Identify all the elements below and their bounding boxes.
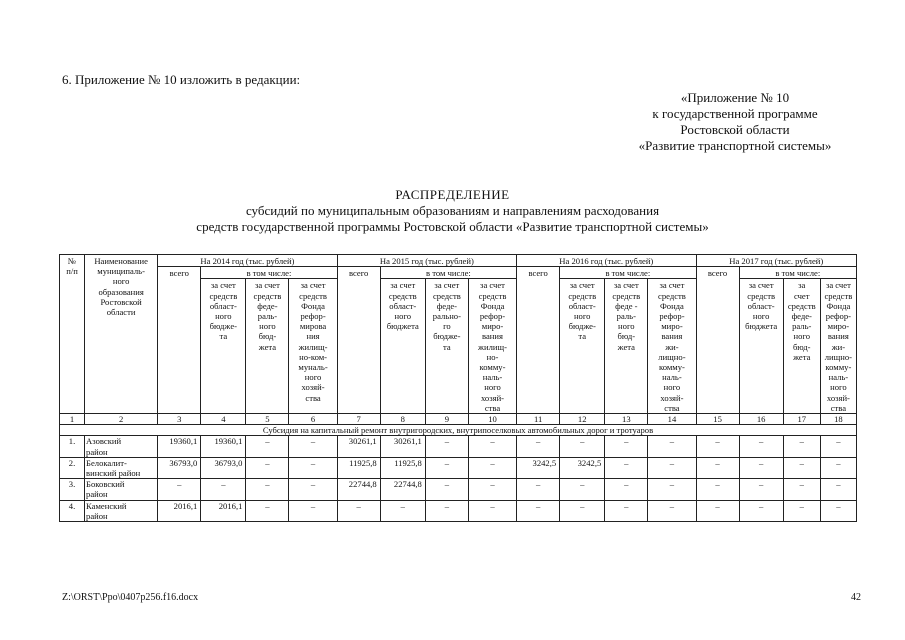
column-number: 2	[85, 414, 158, 425]
value-cell: –	[696, 500, 739, 521]
value-cell: –	[739, 500, 783, 521]
including-header: в том числе:	[201, 267, 337, 279]
source-federal-header: за счет средств феде - раль- ного бюд- жета	[605, 279, 648, 414]
value-cell: –	[517, 436, 560, 457]
row-number: 1.	[60, 436, 85, 457]
total-header: всего	[337, 267, 380, 414]
column-number: 12	[560, 414, 605, 425]
table-row	[60, 436, 857, 457]
col-no-header: № п/п	[60, 255, 85, 414]
value-cell: 2016,1	[201, 500, 246, 521]
value-cell: –	[289, 457, 337, 478]
col-name-header: Наименование муниципаль- ного образования Ростовской области	[85, 255, 158, 414]
column-number: 4	[201, 414, 246, 425]
value-cell: –	[425, 500, 468, 521]
source-regional-header: за счет средств област- ного бюджета	[380, 279, 425, 414]
value-cell: –	[739, 479, 783, 500]
file-path: Z:\ORST\Ppo\0407p256.f16.docx	[62, 592, 199, 603]
value-cell: –	[468, 479, 516, 500]
value-cell: –	[648, 500, 696, 521]
value-cell: –	[820, 479, 856, 500]
column-number: 6	[289, 414, 337, 425]
page-number: 42	[851, 592, 861, 603]
value-cell: 22744,8	[380, 479, 425, 500]
column-number: 5	[246, 414, 289, 425]
value-cell: –	[820, 500, 856, 521]
table-row	[60, 500, 857, 521]
value-cell: –	[517, 500, 560, 521]
value-cell: –	[201, 479, 246, 500]
section-title: Субсидия на капитальный ремонт внутригородских, внутрипоселковых автомобильных дорог и тротуаров	[60, 425, 857, 436]
value-cell: –	[246, 500, 289, 521]
value-cell: –	[337, 500, 380, 521]
value-cell: –	[380, 500, 425, 521]
value-cell: 11925,8	[337, 457, 380, 478]
source-fund-header: за счет средств Фонда рефор- мирова ния жилищ- но-ком- муналь- ного хозяй- ства	[289, 279, 337, 414]
appendix-line-3: Ростовской области	[680, 122, 790, 137]
municipality-name: Боковский район	[85, 479, 158, 500]
table-row	[60, 479, 857, 500]
value-cell: –	[246, 436, 289, 457]
value-cell: –	[468, 500, 516, 521]
source-regional-header: за счет средств област- ного бюджe- та	[201, 279, 246, 414]
value-cell: 22744,8	[337, 479, 380, 500]
source-regional-header: за счет средств област- ного бюдже- та	[560, 279, 605, 414]
value-cell: 36793,0	[201, 457, 246, 478]
value-cell: –	[560, 436, 605, 457]
value-cell: 30261,1	[337, 436, 380, 457]
header-row-years	[60, 255, 857, 267]
value-cell: 19360,1	[201, 436, 246, 457]
source-fund-header: за счет средств Фонда рефор- миро- вания жи- лищно- комму- наль- ного хозяй- ства	[820, 279, 856, 414]
value-cell: –	[820, 436, 856, 457]
source-fund-header: за счет средств Фонда рефор- миро- вания жи- лищно- комму- наль- ного хозяй- ства	[648, 279, 696, 414]
value-cell: –	[468, 457, 516, 478]
header-row-total	[60, 267, 857, 279]
value-cell: –	[425, 457, 468, 478]
value-cell: –	[820, 457, 856, 478]
municipality-name: Азовский район	[85, 436, 158, 457]
value-cell: –	[246, 457, 289, 478]
value-cell: –	[517, 479, 560, 500]
value-cell: 11925,8	[380, 457, 425, 478]
source-regional-header: за счет средств област- ного бюджета	[739, 279, 783, 414]
year-2015-header: На 2015 год (тыс. рублей)	[337, 255, 516, 267]
title-line-1: РАСПРЕДЕЛЕНИЕ	[395, 187, 510, 202]
value-cell: –	[468, 436, 516, 457]
column-number: 13	[605, 414, 648, 425]
source-federal-header: за счет средств феде- рально- го бюдже- та	[425, 279, 468, 414]
appendix-line-4: «Развитие транспортной системы»	[638, 138, 832, 153]
row-number: 4.	[60, 500, 85, 521]
value-cell: 3242,5	[517, 457, 560, 478]
value-cell: –	[289, 479, 337, 500]
value-cell: –	[648, 479, 696, 500]
row-number: 2.	[60, 457, 85, 478]
value-cell: –	[425, 436, 468, 457]
column-number: 15	[696, 414, 739, 425]
year-2016-header: На 2016 год (тыс. рублей)	[517, 255, 696, 267]
column-number: 18	[820, 414, 856, 425]
municipality-name: Каменский район	[85, 500, 158, 521]
column-number: 9	[425, 414, 468, 425]
value-cell: –	[289, 436, 337, 457]
value-cell: –	[425, 479, 468, 500]
column-number: 17	[783, 414, 820, 425]
column-number: 16	[739, 414, 783, 425]
value-cell: –	[289, 500, 337, 521]
column-number-row	[60, 414, 857, 425]
value-cell: –	[158, 479, 201, 500]
appendix-heading	[605, 90, 865, 154]
table-row	[60, 457, 857, 478]
total-header: всего	[158, 267, 201, 414]
source-federal-header: за счет средств феде- раль- ного бюд- жета	[783, 279, 820, 414]
distribution-table	[59, 254, 857, 522]
intro-text: 6. Приложение № 10 изложить в редакции:	[62, 72, 301, 87]
value-cell: –	[783, 500, 820, 521]
total-header: всего	[696, 267, 739, 414]
title-line-2: субсидий по муниципальным образованиям и направлениям расходования	[245, 203, 660, 218]
column-number: 8	[380, 414, 425, 425]
appendix-line-1: «Приложение № 10	[680, 90, 790, 105]
value-cell: –	[696, 479, 739, 500]
value-cell: –	[605, 436, 648, 457]
value-cell: –	[246, 479, 289, 500]
value-cell: –	[648, 457, 696, 478]
value-cell: –	[783, 436, 820, 457]
year-2014-header: На 2014 год (тыс. рублей)	[158, 255, 337, 267]
row-number: 3.	[60, 479, 85, 500]
document-title	[0, 187, 905, 235]
value-cell: 30261,1	[380, 436, 425, 457]
value-cell: –	[739, 457, 783, 478]
including-header: в том числе:	[739, 267, 856, 279]
section-row	[60, 425, 857, 436]
year-2017-header: На 2017 год (тыс. рублей)	[696, 255, 856, 267]
value-cell: 3242,5	[560, 457, 605, 478]
including-header: в том числе:	[560, 267, 696, 279]
value-cell: –	[605, 479, 648, 500]
value-cell: 36793,0	[158, 457, 201, 478]
source-federal-header: за счет средств феде- раль- ного бюд- жета	[246, 279, 289, 414]
value-cell: 19360,1	[158, 436, 201, 457]
value-cell: –	[648, 436, 696, 457]
column-number: 14	[648, 414, 696, 425]
total-header: всего	[517, 267, 560, 414]
column-number: 3	[158, 414, 201, 425]
source-fund-header: за счет средств Фонда рефор- миро- вания жилищ- но- комму- наль- ного хозяй- ства	[468, 279, 516, 414]
value-cell: 2016,1	[158, 500, 201, 521]
value-cell: –	[696, 457, 739, 478]
including-header: в том числе:	[380, 267, 516, 279]
column-number: 7	[337, 414, 380, 425]
value-cell: –	[560, 500, 605, 521]
value-cell: –	[696, 436, 739, 457]
value-cell: –	[783, 457, 820, 478]
appendix-line-2: к государственной программе	[652, 106, 818, 121]
value-cell: –	[783, 479, 820, 500]
column-number: 11	[517, 414, 560, 425]
column-number: 10	[468, 414, 516, 425]
value-cell: –	[560, 479, 605, 500]
title-line-3: средств государственной программы Ростовской области «Развитие транспортной системы»	[196, 219, 709, 234]
municipality-name: Белокалит- винский район	[85, 457, 158, 478]
value-cell: –	[739, 436, 783, 457]
value-cell: –	[605, 500, 648, 521]
value-cell: –	[605, 457, 648, 478]
column-number: 1	[60, 414, 85, 425]
